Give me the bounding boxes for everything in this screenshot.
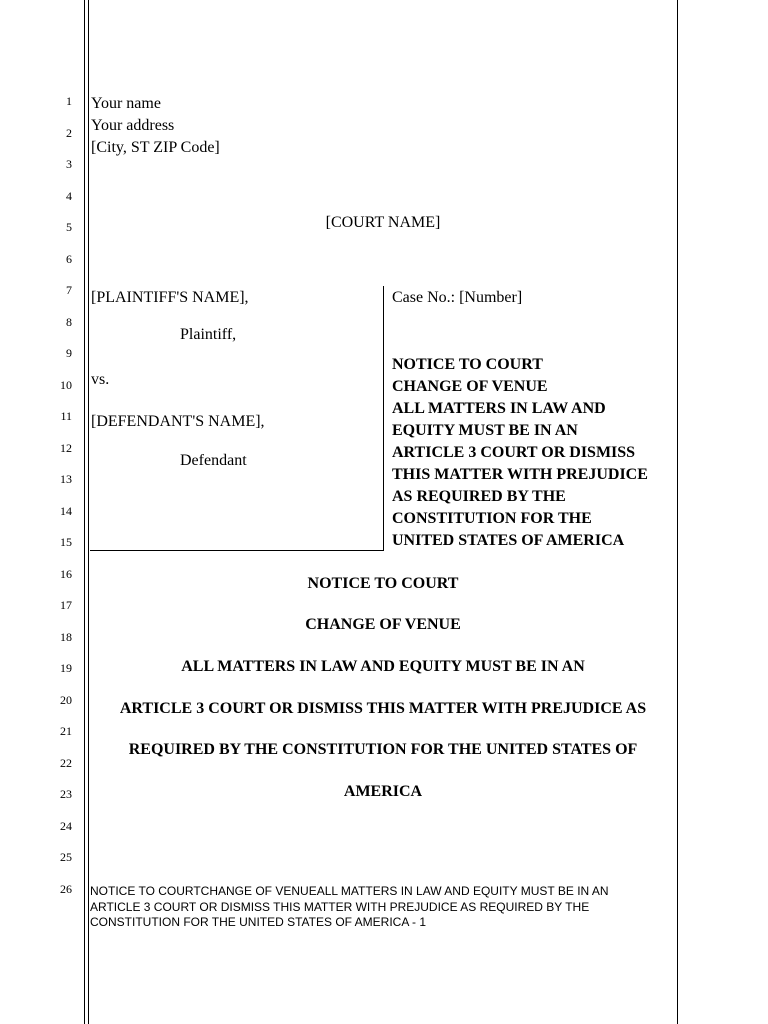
sender-city: [City, ST ZIP Code]	[91, 139, 220, 156]
caption-title-line: EQUITY MUST BE IN AN	[392, 422, 578, 439]
plaintiff-name: [PLAINTIFF'S NAME],	[91, 289, 249, 306]
case-number: Case No.: [Number]	[392, 289, 523, 306]
line-number: 3	[66, 157, 72, 171]
line-number: 2	[66, 125, 72, 140]
left-margin-line	[84, 0, 85, 1024]
line-number: 13	[60, 472, 72, 486]
line-number: 16	[60, 566, 72, 581]
caption-title-line: AS REQUIRED BY THE	[392, 488, 566, 505]
line-number: 21	[60, 724, 72, 738]
body-title-line-6: AMERICA	[343, 783, 423, 800]
caption-title-line: THIS MATTER WITH PREJUDICE	[392, 466, 648, 483]
line-number: 12	[60, 440, 72, 455]
court-name: [COURT NAME]	[325, 214, 441, 231]
line-number: 17	[60, 598, 72, 612]
caption-title-line: CONSTITUTION FOR THE	[392, 510, 592, 527]
caption-document-title	[392, 354, 682, 552]
line-number: 10	[60, 377, 72, 392]
line-number: 5	[66, 220, 72, 234]
line-number: 24	[60, 818, 72, 833]
caption-title-line: ARTICLE 3 COURT OR DISMISS	[392, 444, 636, 461]
line-number: 22	[60, 755, 72, 770]
sender-name: Your name	[91, 95, 161, 112]
body-title-line-2: CHANGE OF VENUE	[305, 616, 461, 633]
line-number: 9	[66, 346, 72, 360]
body-title-line-5: REQUIRED BY THE CONSTITUTION FOR THE UNITED STATES OF	[128, 741, 638, 758]
line-number: 6	[66, 251, 72, 266]
line-number: 8	[66, 314, 72, 329]
sender-address: Your address	[91, 117, 175, 134]
footer-line-1: NOTICE TO COURTCHANGE OF VENUEALL MATTERS IN LAW AND EQUITY MUST BE IN AN	[90, 884, 609, 898]
line-number: 7	[66, 283, 72, 297]
body-title-line-4: ARTICLE 3 COURT OR DISMISS THIS MATTER WITH PREJUDICE AS	[119, 700, 647, 717]
line-number: 26	[60, 881, 72, 896]
line-number: 25	[60, 850, 72, 864]
line-number: 18	[60, 629, 72, 644]
defendant-name: [DEFENDANT'S NAME],	[91, 413, 265, 430]
page-footer	[90, 884, 650, 931]
defendant-label: Defendant	[180, 452, 247, 469]
versus-label: vs.	[91, 371, 110, 388]
line-number: 15	[60, 535, 72, 549]
caption-title-line: NOTICE TO COURT	[392, 356, 543, 373]
footer-line-2: ARTICLE 3 COURT OR DISMISS THIS MATTER WITH PREJUDICE AS REQUIRED BY THE	[90, 899, 590, 914]
caption-divider-horizontal	[90, 550, 384, 551]
left-margin-line-inner	[88, 0, 89, 1024]
caption-title-line: ALL MATTERS IN LAW AND	[392, 400, 606, 417]
caption-title-line: CHANGE OF VENUE	[392, 378, 548, 395]
line-number: 11	[60, 409, 72, 423]
plaintiff-label: Plaintiff,	[180, 326, 237, 343]
line-number: 14	[60, 503, 72, 518]
caption-divider-vertical	[383, 286, 384, 551]
caption-title-line: UNITED STATES OF AMERICA	[392, 532, 625, 549]
line-number: 20	[60, 692, 72, 707]
body-title-line-1: NOTICE TO COURT	[307, 575, 459, 592]
line-number: 19	[60, 661, 72, 675]
body-title-line-3: ALL MATTERS IN LAW AND EQUITY MUST BE IN AN	[181, 658, 585, 675]
line-number: 1	[66, 94, 72, 108]
footer-line-3: CONSTITUTION FOR THE UNITED STATES OF AMERICA - 1	[90, 915, 427, 929]
line-number: 4	[66, 188, 72, 203]
line-number: 23	[60, 787, 72, 801]
